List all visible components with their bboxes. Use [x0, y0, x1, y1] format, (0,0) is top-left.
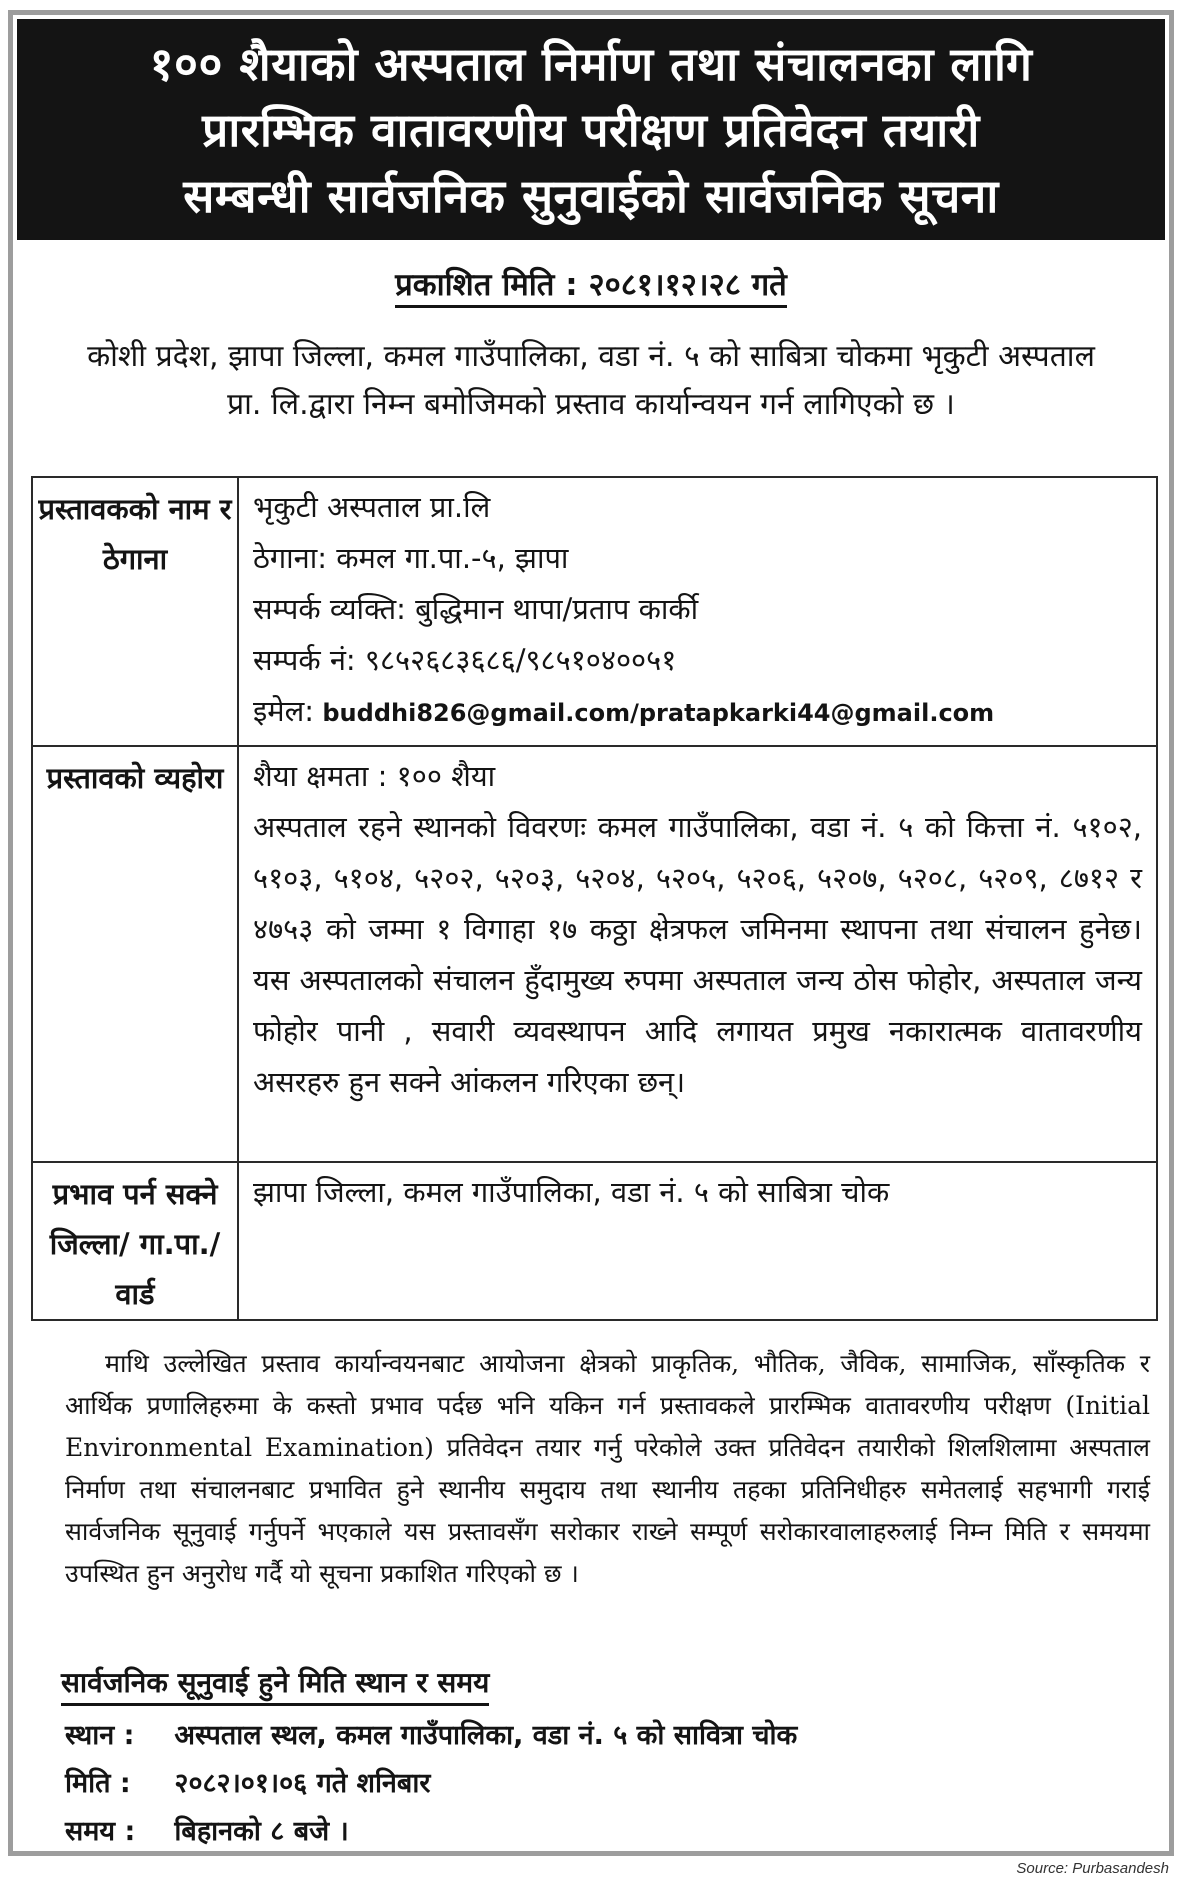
notice-header	[17, 19, 1165, 240]
bed-capacity: शैया क्षमता : १०० शैया	[253, 759, 496, 793]
contact-person: सम्पर्क व्यक्ति: बुद्धिमान थापा/प्रताप कार्की	[253, 592, 699, 626]
hearing-place-value: अस्पताल स्थल, कमल गाउँपालिका, वडा नं. ५ को सावित्रा चोक	[174, 1720, 798, 1751]
hearing-date-label: मिति :	[65, 1768, 131, 1799]
contact-number: सम्पर्क नं: ९८५२६८३६८६/९८५१०४००५१	[253, 643, 677, 677]
notice-frame	[8, 10, 1174, 1856]
proponent-details	[238, 477, 1157, 746]
proposal-details	[238, 746, 1157, 1162]
table-row-proponent	[32, 477, 1157, 746]
proposal-label: प्रस्तावको व्यहोरा	[32, 746, 238, 1162]
table-row-proposal	[32, 746, 1157, 1162]
affected-area-label: प्रभाव पर्न सक्ने जिल्ला/ गा.पा./वार्ड	[32, 1162, 238, 1320]
email-label: इमेल:	[253, 694, 315, 728]
source-credit: Source: Purbasandesh	[1016, 1860, 1169, 1877]
published-date	[13, 263, 1169, 305]
hearing-date-row	[65, 1763, 430, 1800]
hearing-time-label: समय :	[65, 1816, 136, 1847]
affected-area-value: झापा जिल्ला, कमल गाउँपालिका, वडा नं. ५ को साबित्रा चोक	[238, 1162, 1157, 1320]
hearing-time-value: बिहानको ८ बजे ।	[174, 1816, 349, 1847]
table-row-affected-area	[32, 1162, 1157, 1320]
header-title-line-1: १०० शैयाको अस्पताल निर्माण तथा संचालनका लागि	[149, 36, 1033, 91]
site-description: अस्पताल रहने स्थानको विवरणः कमल गाउँपालिका, वडा नं. ५ को कित्ता नं. ५१०२, ५१०३, ५१०४, ५२०२, ५२०३, ५२०४, ५२०५, ५२०६, ५२०७, ५२०८, ५२०९, ८७१२ र ४७५३ को जम्मा १ विगाहा १७ कठ्ठा क्षेत्रफल जमिनमा स्थापना तथा संचालन हुनेछ। यस अस्पतालको संचालन हुँदामुख्य रुपमा अस्पताल जन्य ठोस फोहोर, अस्पताल जन्य फोहोर पानी , सवारी व्यवस्थापन आदि लगायत प्रमुख नकारात्मक वातावरणीय असरहरु हुन सक्ने आंकलन गरिएका छन्।	[253, 810, 1142, 1099]
header-title-line-3: सम्बन्धी सार्वजनिक सुनुवाईको सार्वजनिक सूचना	[183, 168, 999, 223]
email-line	[253, 686, 1142, 739]
intro-paragraph: कोशी प्रदेश, झापा जिल्ला, कमल गाउँपालिका, वडा नं. ५ को साबित्रा चोकमा भृकुटी अस्पताल प्रा. लि.द्वारा निम्न बमोजिमको प्रस्ताव कार्यान्वयन गर्न लागिएको छ ।	[87, 339, 1095, 422]
hearing-place-label: स्थान :	[65, 1720, 135, 1751]
email-address: buddhi826@gmail.com/pratapkarki44@gmail.com	[322, 699, 995, 727]
hearing-date-value: २०८२।०१।०६ गते शनिबार	[174, 1768, 431, 1799]
proponent-label: प्रस्तावकको नाम र ठेगाना	[32, 477, 238, 746]
hearing-time-row	[65, 1811, 349, 1848]
proponent-address: ठेगाना: कमल गा.पा.-५, झापा	[253, 541, 569, 575]
body-paragraph: माथि उल्लेखित प्रस्ताव कार्यान्वयनबाट आयोजना क्षेत्रको प्राकृतिक, भौतिक, जैविक, सामाजिक, साँस्कृतिक र आर्थिक प्रणालिहरुमा के कस्तो प्रभाव पर्दछ भनि यकिन गर्न प्रस्तावकले प्रारम्भिक वातावरणीय परीक्षण (Initial Environmental Examination) प्रतिवेदन तयार गर्नु परेकोले उक्त प्रतिवेदन तयारीको शिलशिलामा अस्पताल निर्माण तथा संचालनबाट प्रभावित हुने स्थानीय समुदाय तथा स्थानीय तहका प्रतिनिधीहरु समेतलाई सहभागी गराई सार्वजनिक सूनुवाई गर्नुपर्ने भएकाले यस प्रस्तावसँग सरोकार राख्ने सम्पूर्ण सरोकारवालाहरुलाई निम्न मिति र समयमा उपस्थित हुन अनुरोध गर्दै यो सूचना प्रकाशित गरिएको छ ।	[65, 1349, 1150, 1588]
proponent-name: भृकुटी अस्पताल प्रा.लि	[253, 490, 491, 524]
hearing-title: सार्वजनिक सूनुवाई हुने मिति स्थान र समय	[61, 1663, 489, 1706]
proposal-info-table	[31, 476, 1158, 1321]
header-title-line-2: प्रारम्भिक वातावरणीय परीक्षण प्रतिवेदन तयारी	[202, 102, 980, 157]
published-date-text: प्रकाशित मिति : २०८१।१२।२८ गते	[395, 267, 787, 308]
hearing-place-row	[65, 1715, 797, 1752]
